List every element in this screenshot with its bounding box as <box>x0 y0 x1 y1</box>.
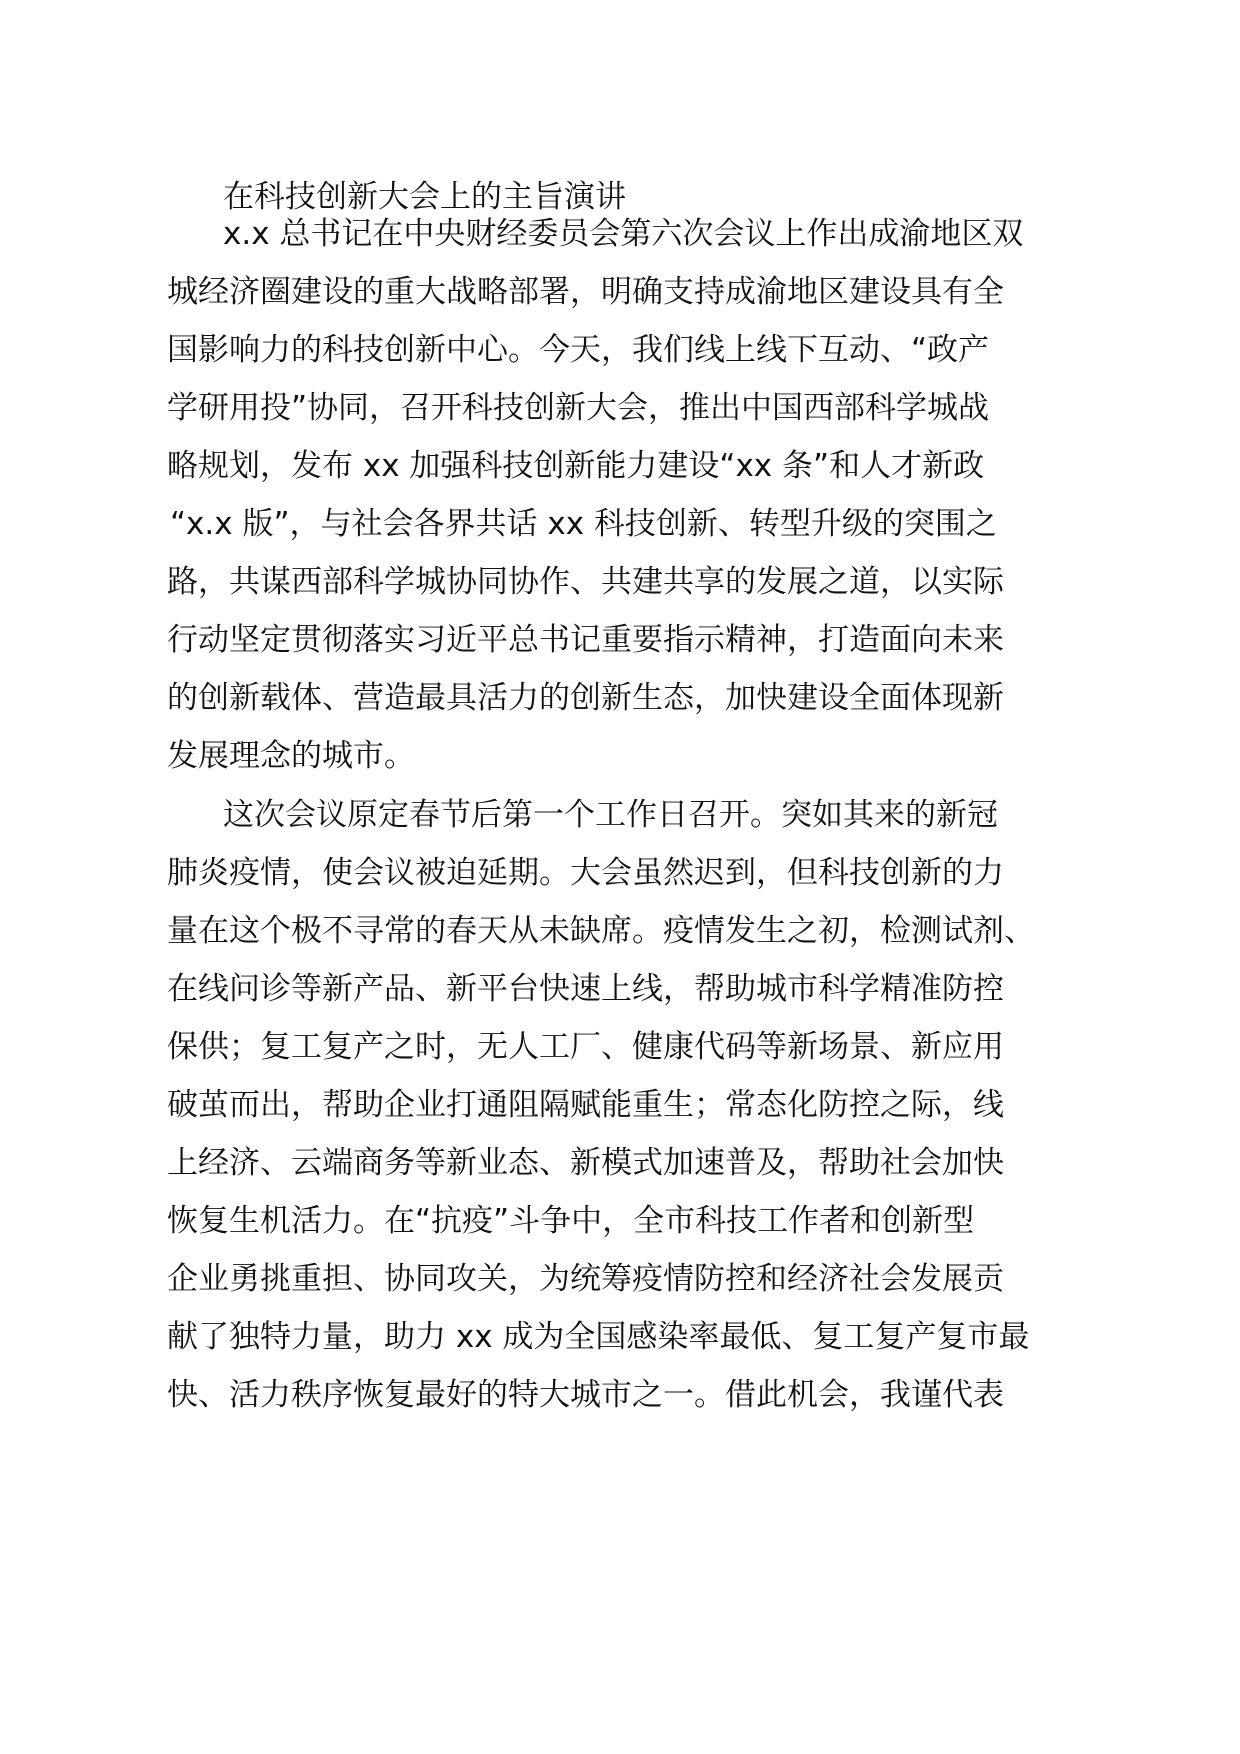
paragraph-line: 的创新载体、营造最具活力的创新生态，加快建设全面体现新 <box>167 680 1004 716</box>
paragraph-line: x.x 总书记在中央财经委员会第六次会议上作出成渝地区双 <box>223 216 1024 252</box>
paragraph-line: 企业勇挑重担、协同攻关，为统筹疫情防控和经济社会发展贡 <box>167 1261 1004 1297</box>
paragraph-line: 发展理念的城市。 <box>167 738 415 774</box>
paragraph-line: 肺炎疫情，使会议被迫延期。大会虽然迟到，但科技创新的力 <box>167 855 1004 891</box>
paragraph-line: 量在这个极不寻常的春天从未缺席。疫情发生之初，检测试剂、 <box>167 913 1035 949</box>
paragraph-line: 上经济、云端商务等新业态、新模式加速普及，帮助社会加快 <box>167 1145 1004 1181</box>
paragraph-line: 行动坚定贯彻落实习近平总书记重要指示精神，打造面向未来 <box>167 622 1004 658</box>
paragraph-line: 城经济圈建设的重大战略部署，明确支持成渝地区建设具有全 <box>167 274 1004 310</box>
document-title: 在科技创新大会上的主旨演讲 <box>223 179 626 215</box>
paragraph-line: 国影响力的科技创新中心。今天，我们线上线下互动、“政产 <box>167 332 990 368</box>
paragraph-line: 这次会议原定春节后第一个工作日召开。突如其来的新冠 <box>223 797 998 833</box>
paragraph-line: 在线问诊等新产品、新平台快速上线，帮助城市科学精准防控 <box>167 971 1004 1007</box>
paragraph-line: 略规划，发布 xx 加强科技创新能力建设“xx 条”和人才新政 <box>167 448 985 484</box>
paragraph-line: 保供；复工复产之时，无人工厂、健康代码等新场景、新应用 <box>167 1029 1004 1065</box>
paragraph-line: “x.x 版”，与社会各界共话 xx 科技创新、转型升级的突围之 <box>170 506 997 542</box>
paragraph-line: 献了独特力量，助力 xx 成为全国感染率最低、复工复产复市最 <box>167 1319 1030 1355</box>
paragraph-line: 学研用投”协同，召开科技创新大会，推出中国西部科学城战 <box>167 390 990 426</box>
paragraph-line: 快、活力秩序恢复最好的特大城市之一。借此机会，我谨代表 <box>167 1377 1004 1413</box>
paragraph-line: 破茧而出，帮助企业打通阻隔赋能重生；常态化防控之际，线 <box>167 1087 1004 1123</box>
paragraph-line: 恢复生机活力。在“抗疫”斗争中，全市科技工作者和创新型 <box>167 1203 975 1239</box>
paragraph-line: 路，共谋西部科学城协同协作、共建共享的发展之道，以实际 <box>167 564 1004 600</box>
